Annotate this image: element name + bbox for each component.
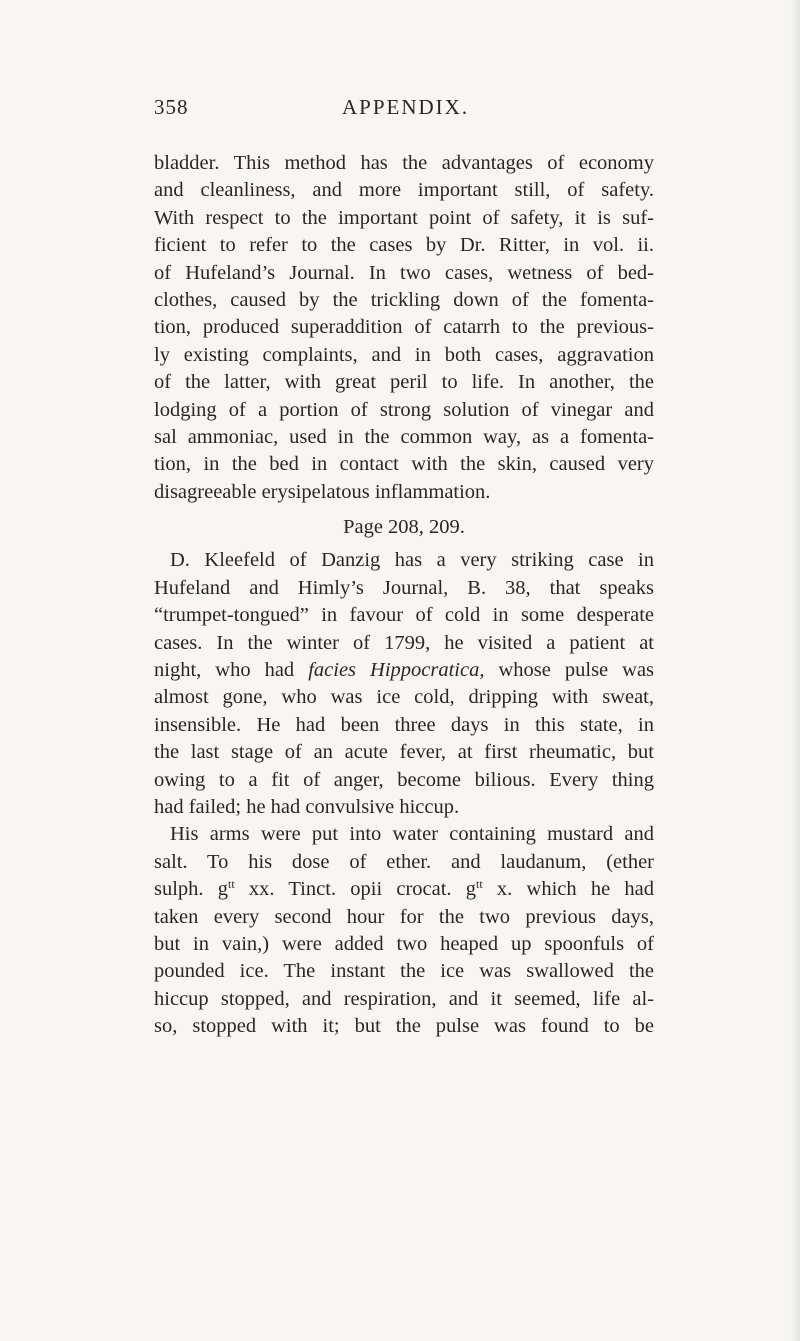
text-line: and cleanliness, and more important still, of safety. xyxy=(154,179,654,202)
paragraph-3 xyxy=(154,821,654,1040)
text-span: sulph. g xyxy=(154,878,229,901)
paragraph-2 xyxy=(154,547,654,821)
text-line: His arms were put into water containing mustard and xyxy=(170,823,654,846)
text-line: of the latter, with great peril to life. In another, the xyxy=(154,371,654,394)
text-line: disagreeable erysipelatous inflammation. xyxy=(154,480,491,503)
text-line: With respect to the important point of safety, it is suf- xyxy=(154,206,654,229)
superscript: tt xyxy=(228,877,235,892)
text-line: insensible. He had been three days in this state, in xyxy=(154,713,654,736)
text-line: lodging of a portion of strong solution of vinegar and xyxy=(154,398,654,421)
text-line-mixed xyxy=(154,876,654,903)
text-line: ly existing complaints, and in both cases, aggravation xyxy=(154,343,654,366)
text-span: x. which he had xyxy=(496,878,654,901)
text-span: night, who had xyxy=(154,659,295,682)
text-line: so, stopped with it; but the pulse was found to be xyxy=(154,1015,654,1038)
text-line: owing to a fit of anger, become bilious. Every thing xyxy=(154,768,654,791)
page-header xyxy=(154,95,654,125)
text-line: the last stage of an acute fever, at first rheumatic, but xyxy=(154,741,654,764)
text-line: of Hufeland’s Journal. In two cases, wetness of bed- xyxy=(154,261,654,284)
text-line: sal ammoniac, used in the common way, as a fomenta- xyxy=(154,425,654,448)
text-span: whose pulse was xyxy=(498,659,655,682)
page-body xyxy=(154,150,654,1041)
page-edge-shadow xyxy=(790,0,800,1341)
text-line: but in vain,) were added two heaped up spoonfuls of xyxy=(154,932,654,955)
text-line: ficient to refer to the cases by Dr. Ritter, in vol. ii. xyxy=(154,234,654,257)
text-line: taken every second hour for the two previous days, xyxy=(154,905,654,928)
text-line: Hufeland and Himly’s Journal, B. 38, that speaks xyxy=(154,576,654,599)
text-line: almost gone, who was ice cold, dripping with sweat, xyxy=(154,686,654,709)
text-line: hiccup stopped, and respiration, and it seemed, life al- xyxy=(154,987,654,1010)
text-line: tion, produced superaddition of catarrh to the previous- xyxy=(154,316,654,339)
text-line: tion, in the bed in contact with the skin, caused very xyxy=(154,453,654,476)
page-number: 358 xyxy=(154,95,189,119)
text-line: clothes, caused by the trickling down of the fomenta- xyxy=(154,288,654,311)
text-line: salt. To his dose of ether. and laudanum, (ether xyxy=(154,850,654,873)
superscript: tt xyxy=(476,877,483,892)
running-head: APPENDIX. xyxy=(342,95,470,119)
paragraph-1 xyxy=(154,150,654,506)
text-line: bladder. This method has the advantages of economy xyxy=(154,152,654,174)
text-line: “trumpet-tongued” in favour of cold in some desperate xyxy=(154,604,654,627)
text-line: D. Kleefeld of Danzig has a very striking case in xyxy=(170,549,654,572)
text-span: xx. Tinct. opii crocat. g xyxy=(248,878,477,901)
text-line: pounded ice. The instant the ice was swallowed the xyxy=(154,960,654,983)
text-line: had failed; he had convulsive hiccup. xyxy=(154,795,460,818)
section-subheading: Page 208, 209. xyxy=(343,516,465,539)
text-line: cases. In the winter of 1799, he visited a patient at xyxy=(154,631,654,654)
italic-term: facies Hippocratica, xyxy=(308,659,485,682)
text-line-mixed xyxy=(154,657,654,684)
